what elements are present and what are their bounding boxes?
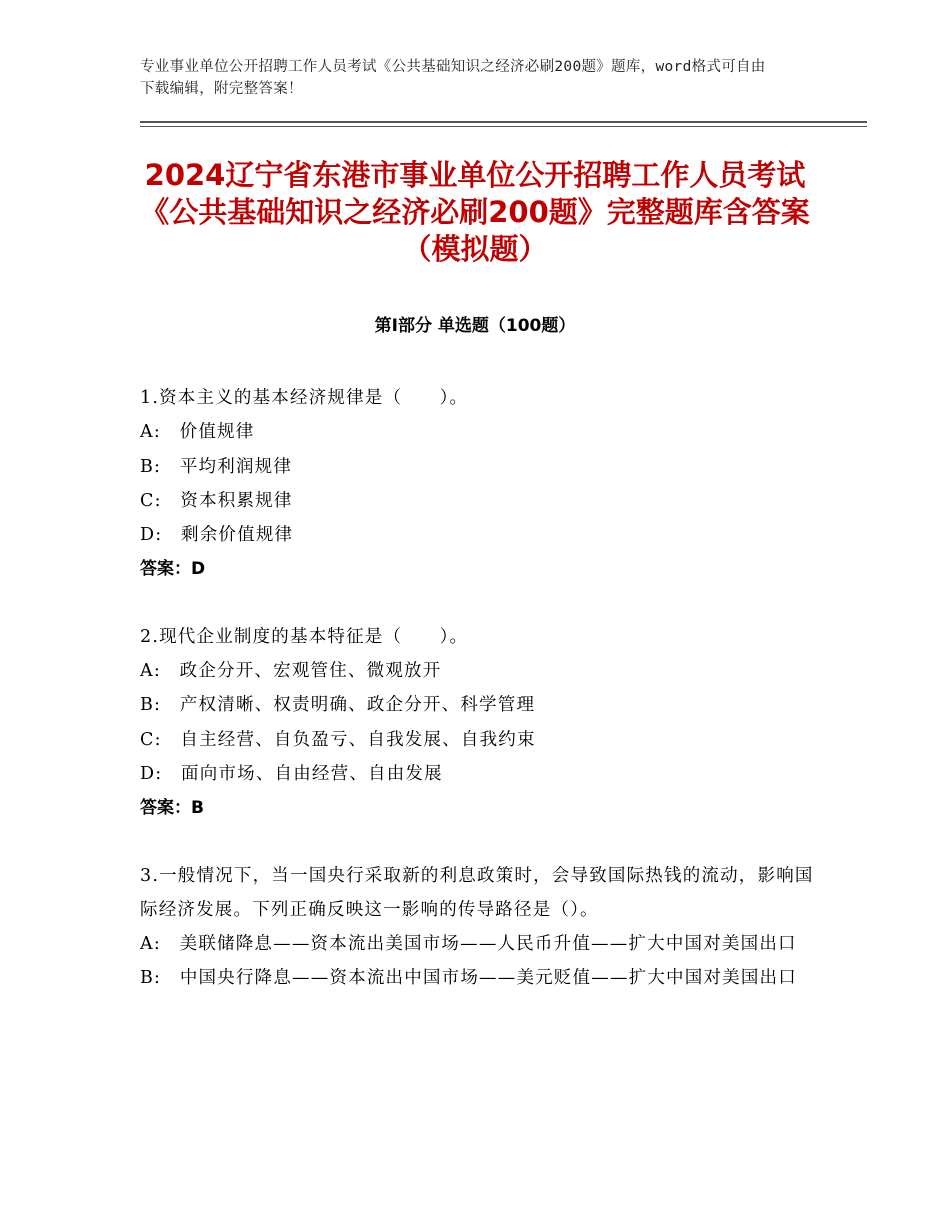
header-rule-thin bbox=[140, 126, 867, 127]
question-2 bbox=[140, 620, 820, 826]
option-a: A: 政企分开、宏观管住、微观放开 bbox=[140, 661, 442, 682]
option-b: B: 产权清晰、权责明确、政企分开、科学管理 bbox=[140, 695, 536, 716]
question-stem: 2.现代企业制度的基本特征是（ ）。 bbox=[140, 626, 469, 647]
question-list bbox=[140, 381, 820, 1029]
answer-line bbox=[140, 791, 820, 825]
option-b: B: 平均利润规律 bbox=[140, 456, 293, 477]
option-c: C: 自主经营、自负盈亏、自我发展、自我约束 bbox=[140, 729, 536, 750]
header-note: 专业事业单位公开招聘工作人员考试《公共基础知识之经济必刷200题》题库，word格式可自由下载编辑，附完整答案！ bbox=[140, 59, 766, 97]
option-d: D: 剩余价值规律 bbox=[140, 525, 294, 546]
question-stem: 1.资本主义的基本经济规律是（ ）。 bbox=[140, 388, 469, 408]
option-b: B: 中国央行降息——资本流出中国市场——美元贬值——扩大中国对美国出口 bbox=[140, 968, 797, 989]
option-a: A: 美联储降息——资本流出美国市场——人民币升值——扩大中国对美国出口 bbox=[140, 934, 797, 955]
option-c: C: 资本积累规律 bbox=[140, 490, 293, 511]
document-title: 2024辽宁省东港市事业单位公开招聘工作人员考试《公共基础知识之经济必刷200题》完整题库含答案（模拟题） bbox=[140, 158, 810, 266]
answer-line bbox=[140, 552, 820, 586]
option-d: D: 面向市场、自由经营、自由发展 bbox=[140, 763, 443, 784]
question-stem: 3.一般情况下，当一国央行采取新的利息政策时，会导致国际热钱的流动，影响国际经济发展。下列正确反映这一影响的传导路径是（）。 bbox=[140, 865, 814, 920]
answer-value: D bbox=[191, 559, 206, 580]
header-rule-thick bbox=[140, 121, 867, 123]
section-title: 第Ⅰ部分 单选题（100题） bbox=[374, 316, 576, 336]
question-1 bbox=[140, 381, 820, 587]
answer-value: B bbox=[191, 798, 204, 819]
answer-label: 答案： bbox=[140, 798, 191, 819]
option-a: A: 价值规律 bbox=[140, 422, 255, 443]
question-3 bbox=[140, 859, 820, 996]
answer-label: 答案： bbox=[140, 559, 191, 580]
